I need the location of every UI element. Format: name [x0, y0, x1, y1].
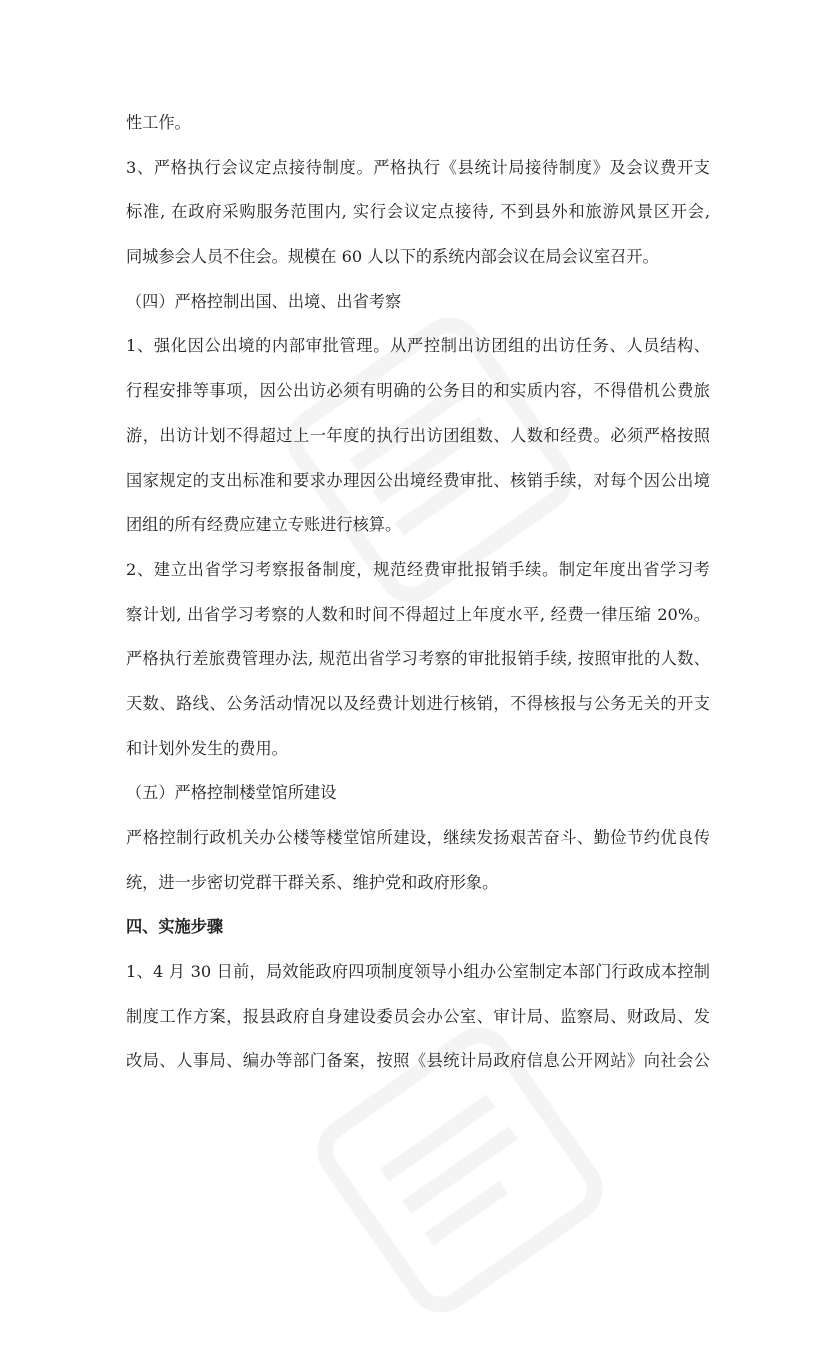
text-line: 严格控制行政机关办公楼等楼堂馆所建设，继续发扬艰苦奋斗、勤俭节约优良传 [126, 828, 710, 847]
text-line: 察计划, 出省学习考察的人数和时间不得超过上年度水平, 经费一律压缩 20%。 [126, 604, 710, 624]
text-line: 同城参会人员不住会。规模在 60 人以下的系统内部会议在局会议室召开。 [126, 247, 659, 267]
text-line: 标准, 在政府采购服务范围内, 实行会议定点接待, 不到县外和旅游风景区开会, [126, 202, 710, 222]
text-line: 天数、路线、公务活动情况以及经费计划进行核销，不得核报与公务无关的开支 [126, 693, 710, 713]
text-line: 行程安排等事项，因公出访必须有明确的公务目的和实质内容，不得借机公费旅 [126, 381, 710, 401]
text-line: 1、4 月 30 日前，局效能政府四项制度领导小组办公室制定本部门行政成本控制 [126, 962, 710, 982]
text-line: 和计划外发生的费用。 [126, 738, 288, 758]
text-line: 严格执行差旅费管理办法, 规范出省学习考察的审批报销手续, 按照审批的人数、 [126, 649, 710, 669]
text-line: 游，出访计划不得超过上一年度的执行出访团组数、人数和经费。必须严格按照 [126, 425, 710, 445]
text-line: 3、严格执行会议定点接待制度。严格执行《县统计局接待制度》及会议费开支 [126, 157, 710, 177]
text-line: 2、建立出省学习考察报备制度，规范经费审批报销手续。制定年度出省学习考 [126, 559, 710, 579]
text-line: 团组的所有经费应建立专账进行核算。 [126, 515, 402, 535]
text-line: 性工作。 [126, 113, 191, 132]
text-line: 国家规定的支出标准和要求办理因公出境经费审批、核销手续，对每个因公出境 [126, 470, 710, 490]
text-line: 改局、人事局、编办等部门备案，按照《县统计局政府信息公开网站》向社会公 [126, 1051, 710, 1071]
section-heading: （五）严格控制楼堂馆所建设 [126, 783, 337, 803]
section-heading: （四）严格控制出国、出境、出省考察 [126, 291, 402, 311]
document-body [126, 108, 710, 1091]
text-line: 制度工作方案，报县政府自身建设委员会办公室、审计局、监察局、财政局、发 [126, 1006, 710, 1026]
text-line: 统，进一步密切党群干群关系、维护党和政府形象。 [126, 872, 499, 892]
chapter-heading: 四、实施步骤 [126, 917, 224, 937]
text-line: 1、强化因公出境的内部审批管理。从严控制出访团组的出访任务、人员结构、 [126, 336, 710, 356]
